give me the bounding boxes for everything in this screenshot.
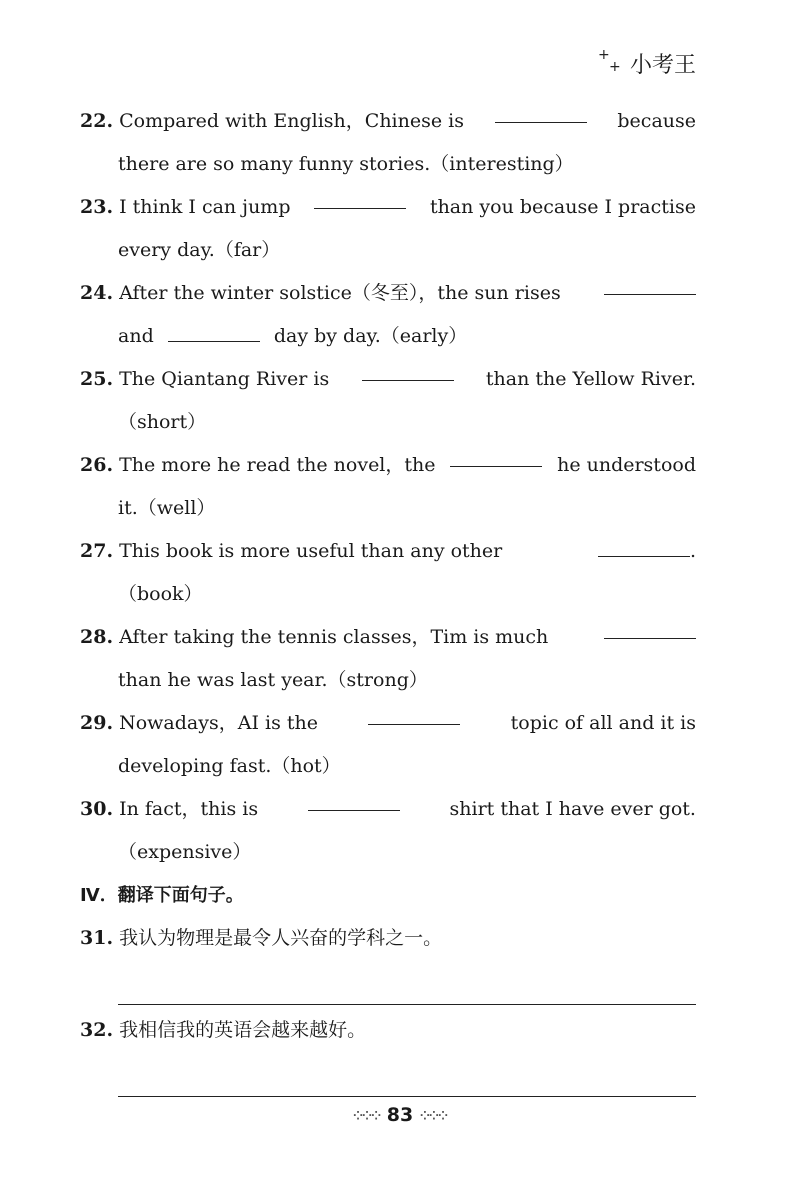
- question-text: every day.（far）: [118, 239, 281, 261]
- question-text: I think I can jump: [119, 196, 291, 218]
- question-text: .: [689, 540, 696, 562]
- question-number: 27.: [80, 540, 114, 562]
- page-footer: [0, 1104, 800, 1126]
- answer-line[interactable]: [118, 960, 696, 1005]
- question-text: This book is more useful than any other: [119, 540, 503, 562]
- question-number: 24.: [80, 282, 114, 304]
- exercise-content: [80, 100, 696, 1101]
- question-text: because: [617, 110, 696, 132]
- question-29: [80, 702, 696, 788]
- question-30: [80, 788, 696, 874]
- answer-blank[interactable]: [450, 444, 542, 467]
- answer-line[interactable]: [118, 1052, 696, 1097]
- question-text: After taking the tennis classes，Tim is much: [119, 626, 549, 648]
- question-text: shirt that I have ever got.: [449, 798, 696, 820]
- question-number: 31.: [80, 927, 114, 949]
- question-text: （expensive）: [118, 841, 252, 863]
- question-number: 30.: [80, 798, 114, 820]
- question-text: day by day.（early）: [273, 325, 468, 347]
- question-number: 26.: [80, 454, 114, 476]
- question-23: [80, 186, 696, 272]
- question-text: than you because I practise: [429, 196, 696, 218]
- question-text: topic of all and it is: [510, 712, 696, 734]
- question-text: and: [118, 325, 154, 347]
- question-28: [80, 616, 696, 702]
- question-text: it.（well）: [118, 497, 216, 519]
- answer-blank[interactable]: [598, 534, 690, 557]
- sparkle-icon: + +: [597, 47, 621, 75]
- section-heading: Ⅳ．翻译下面句子。: [80, 885, 244, 906]
- question-number: 28.: [80, 626, 114, 648]
- question-24: [80, 272, 696, 358]
- question-27: [80, 530, 696, 616]
- answer-blank[interactable]: [308, 788, 400, 811]
- question-text: The more he read the novel，the: [119, 454, 436, 476]
- translation-31: [80, 917, 696, 960]
- answer-blank[interactable]: [604, 272, 696, 295]
- answer-blank[interactable]: [168, 319, 260, 342]
- answer-blank[interactable]: [368, 702, 460, 725]
- answer-blank[interactable]: [314, 186, 406, 209]
- question-25: [80, 358, 696, 444]
- question-text: developing fast.（hot）: [118, 755, 341, 777]
- question-text: there are so many funny stories.（interesting）: [118, 153, 574, 175]
- translation-32: [80, 1009, 696, 1052]
- brand-header: [596, 48, 696, 79]
- question-text: than he was last year.（strong）: [118, 669, 428, 691]
- question-text: Compared with English，Chinese is: [119, 110, 464, 132]
- question-text: The Qiantang River is: [119, 368, 330, 390]
- question-number: 32.: [80, 1019, 114, 1041]
- question-number: 22.: [80, 110, 114, 132]
- translation-prompt: 我相信我的英语会越来越好。: [119, 1019, 367, 1041]
- brand-name: 小考王: [629, 53, 696, 78]
- question-text: than the Yellow River.: [485, 368, 696, 390]
- question-text: In fact，this is: [119, 798, 259, 820]
- translation-prompt: 我认为物理是最令人兴奋的学科之一。: [119, 927, 443, 949]
- answer-blank[interactable]: [495, 100, 587, 123]
- question-26: [80, 444, 696, 530]
- answer-blank[interactable]: [362, 358, 454, 381]
- question-text: （book）: [118, 583, 203, 605]
- decorative-dots-icon: ⁘⁘⁘: [419, 1108, 448, 1123]
- question-22: [80, 100, 696, 186]
- page-number: 83: [386, 1104, 414, 1126]
- question-number: 23.: [80, 196, 114, 218]
- decorative-dots-icon: ⁘⁘⁘: [352, 1108, 381, 1123]
- answer-blank[interactable]: [604, 616, 696, 639]
- question-text: Nowadays，AI is the: [119, 712, 318, 734]
- question-number: 29.: [80, 712, 114, 734]
- question-text: After the winter solstice（冬至），the sun rises: [119, 282, 561, 304]
- question-text: he understood: [557, 454, 696, 476]
- question-text: （short）: [118, 411, 207, 433]
- question-number: 25.: [80, 368, 114, 390]
